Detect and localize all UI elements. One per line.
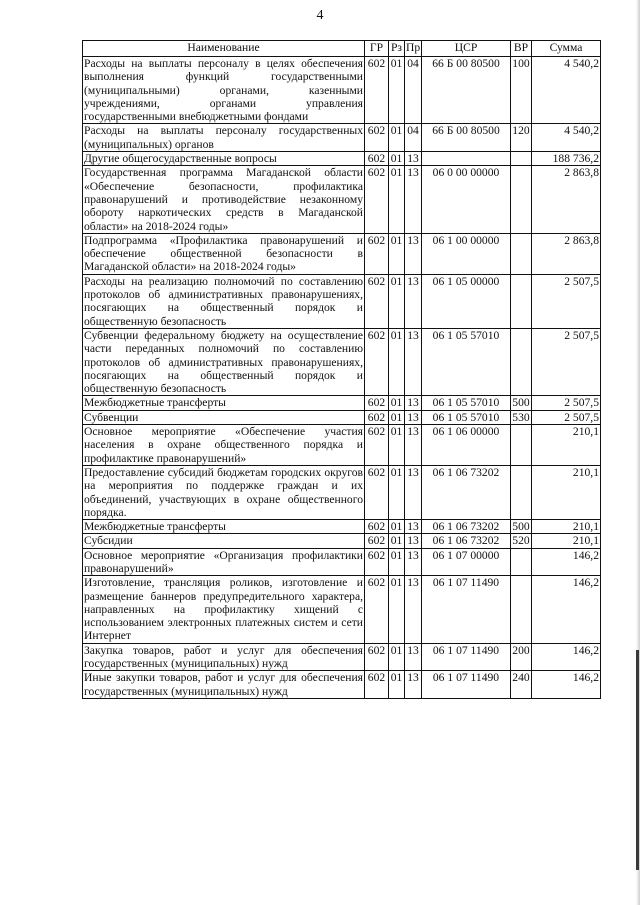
table-row [83, 465, 601, 519]
row-rz: 01 [389, 548, 405, 576]
row-rz: 01 [389, 576, 405, 643]
row-rz: 01 [389, 671, 405, 699]
row-sum: 146,2 [532, 643, 601, 671]
row-vr: 520 [512, 534, 530, 548]
table-row [83, 520, 601, 534]
row-vr: 120 [511, 124, 532, 152]
row-sum: 2 863,8 [532, 233, 601, 274]
table-body [83, 57, 601, 699]
row-gr: 602 [365, 124, 389, 152]
row-sum: 146,2 [532, 548, 601, 576]
table-row [83, 548, 601, 576]
row-name: Расходы на реализацию полномочий по составлению протоколов об административных правонарушениях, посягающих на общественный порядок и общественную безопасность [84, 274, 363, 328]
row-csr: 66 Б 00 80500 [422, 57, 511, 124]
row-rz: 01 [389, 465, 405, 519]
row-csr: 06 1 06 73202 [422, 534, 511, 548]
row-vr [511, 465, 532, 519]
row-csr: 06 0 00 00000 [422, 166, 511, 233]
row-csr: 06 1 07 11490 [422, 643, 511, 671]
row-gr: 602 [365, 425, 389, 466]
row-name: Основное мероприятие «Организация профилактики правонарушений» [84, 548, 363, 575]
table-row [83, 671, 601, 699]
page-number: 4 [316, 8, 324, 23]
row-pr: 13 [405, 274, 422, 328]
row-gr: 602 [365, 548, 389, 576]
row-name: Иные закупки товаров, работ и услуг для обеспечения государственных (муниципальных) нужд [84, 671, 363, 698]
col-header-sum: Сумма [532, 41, 601, 57]
row-rz: 01 [389, 396, 405, 410]
row-name: Межбюджетные трансферты [83, 520, 365, 534]
row-pr: 04 [405, 57, 422, 124]
table-row [83, 576, 601, 643]
scan-edge-mark [636, 650, 639, 870]
row-pr: 13 [405, 233, 422, 274]
row-name: Основное мероприятие «Обеспечение участия населения в охране общественного порядка и профилактике правонарушений» [84, 425, 363, 465]
row-sum: 2 507,5 [532, 328, 601, 395]
row-rz: 01 [389, 410, 405, 424]
row-vr [511, 548, 532, 576]
col-header-rz: Рз [389, 41, 405, 57]
row-pr: 13 [405, 152, 422, 166]
row-pr: 13 [405, 534, 422, 548]
row-pr: 13 [405, 396, 422, 410]
row-vr: 530 [512, 410, 530, 424]
row-gr: 602 [365, 57, 389, 124]
row-vr [511, 576, 532, 643]
row-sum: 2 507,5 [532, 396, 601, 410]
table-row [83, 57, 601, 124]
row-rz: 01 [389, 520, 405, 534]
table-row [83, 425, 601, 466]
row-csr: 06 1 00 00000 [422, 233, 511, 274]
table-row [83, 643, 601, 671]
row-rz: 01 [389, 328, 405, 395]
row-vr: 500 [512, 520, 530, 534]
row-gr: 602 [365, 671, 389, 699]
row-gr: 602 [365, 233, 389, 274]
row-gr: 602 [365, 396, 389, 410]
row-rz: 01 [389, 233, 405, 274]
col-header-gr: ГР [365, 41, 389, 57]
row-csr: 06 1 07 11490 [422, 671, 511, 699]
col-header-pr: Пр [405, 41, 422, 57]
row-name: Субвенции [83, 410, 365, 424]
table-row [83, 124, 601, 152]
col-header-csr: ЦСР [422, 41, 511, 57]
row-vr [511, 152, 532, 166]
row-gr: 602 [365, 152, 389, 166]
row-sum: 146,2 [532, 576, 601, 643]
col-header-vr: ВР [511, 41, 532, 57]
row-sum: 4 540,2 [532, 124, 601, 152]
row-csr [422, 152, 511, 166]
row-pr: 13 [405, 520, 422, 534]
row-name: Государственная программа Магаданской области «Обеспечение безопасности, профилактика правонарушений и противодействие незаконному обороту наркотических средств в Магаданской области» на 2018-2024 годы» [84, 166, 363, 233]
row-pr: 13 [405, 643, 422, 671]
table-row [83, 396, 601, 410]
row-sum: 210,1 [532, 534, 601, 548]
row-sum: 2 863,8 [532, 166, 601, 233]
row-sum: 2 507,5 [532, 274, 601, 328]
row-csr: 06 1 05 57010 [422, 328, 511, 395]
col-header-name: Наименование [83, 41, 365, 57]
row-csr: 06 1 05 57010 [422, 410, 511, 424]
table-row [83, 274, 601, 328]
row-rz: 01 [389, 166, 405, 233]
row-pr: 13 [405, 548, 422, 576]
row-gr: 602 [365, 643, 389, 671]
row-vr: 500 [512, 396, 530, 410]
row-sum: 210,1 [532, 520, 601, 534]
row-pr: 13 [405, 671, 422, 699]
row-name: Подпрограмма «Профилактика правонарушений и обеспечение общественной безопасности в Магаданской области» на 2018-2024 годы» [84, 233, 363, 274]
row-gr: 602 [365, 576, 389, 643]
row-name: Закупка товаров, работ и услуг для обеспечения государственных (муниципальных) нужд [84, 643, 363, 671]
row-gr: 602 [365, 410, 389, 424]
row-csr: 66 Б 00 80500 [422, 124, 511, 152]
row-csr: 06 1 05 00000 [422, 274, 511, 328]
row-name: Расходы на выплаты персоналу в целях обеспечения выполнения функций государственными (муниципальными) органами, казенными учреждениями, органами управления государственными внебюджетными фондами [84, 57, 363, 124]
row-vr [511, 328, 532, 395]
table-row [83, 328, 601, 395]
row-gr: 602 [365, 534, 389, 548]
row-name: Межбюджетные трансферты [83, 396, 365, 410]
table-header-row [83, 41, 601, 57]
row-sum: 4 540,2 [532, 57, 601, 124]
row-rz: 01 [389, 274, 405, 328]
row-gr: 602 [365, 274, 389, 328]
table-row [83, 166, 601, 233]
row-gr: 602 [365, 328, 389, 395]
row-gr: 602 [365, 465, 389, 519]
table-row [83, 534, 601, 548]
row-sum: 146,2 [532, 671, 601, 699]
row-csr: 06 1 07 11490 [422, 576, 511, 643]
row-csr: 06 1 06 73202 [422, 520, 511, 534]
row-name: Расходы на выплаты персоналу государственных (муниципальных) органов [84, 124, 363, 151]
row-csr: 06 1 05 57010 [422, 396, 511, 410]
row-rz: 01 [389, 152, 405, 166]
budget-table [82, 40, 601, 699]
table-row [83, 233, 601, 274]
row-gr: 602 [365, 520, 389, 534]
row-rz: 01 [389, 57, 405, 124]
row-gr: 602 [365, 166, 389, 233]
row-pr: 13 [405, 576, 422, 643]
row-name: Субсидии [83, 534, 365, 548]
row-vr [511, 425, 532, 466]
row-pr: 13 [405, 166, 422, 233]
row-vr: 240 [511, 671, 532, 699]
row-name: Другие общегосударственные вопросы [83, 152, 365, 166]
row-csr: 06 1 06 73202 [422, 465, 511, 519]
row-vr [511, 166, 532, 233]
row-csr: 06 1 07 00000 [422, 548, 511, 576]
row-rz: 01 [389, 643, 405, 671]
row-rz: 01 [389, 124, 405, 152]
row-pr: 13 [405, 425, 422, 466]
table-row [83, 152, 601, 166]
row-name: Субвенции федеральному бюджету на осуществление части переданных полномочий по составлению протоколов об административных правонарушениях, посягающих на общественный порядок и общественную безопасность [84, 328, 363, 396]
row-vr [511, 274, 532, 328]
row-sum: 210,1 [532, 425, 601, 466]
row-sum: 188 736,2 [532, 152, 601, 166]
row-pr: 13 [405, 410, 422, 424]
row-sum: 210,1 [532, 465, 601, 519]
row-name: Предоставление субсидий бюджетам городских округов на мероприятия по поддержке граждан и их объединений, участвующих в охране общественного порядка. [84, 465, 363, 519]
table-row [83, 410, 601, 424]
row-rz: 01 [389, 534, 405, 548]
row-csr: 06 1 06 00000 [422, 425, 511, 466]
row-vr: 100 [511, 57, 532, 124]
row-vr [511, 233, 532, 274]
row-vr: 200 [511, 643, 532, 671]
row-pr: 04 [405, 124, 422, 152]
row-pr: 13 [405, 465, 422, 519]
row-rz: 01 [389, 425, 405, 466]
row-name: Изготовление, трансляция роликов, изготовление и размещение баннеров предупредительного характера, направленных на профилактику хищений с использованием электронных платежных систем и сети Интернет [84, 576, 363, 643]
row-sum: 2 507,5 [532, 410, 601, 424]
row-pr: 13 [405, 328, 422, 395]
